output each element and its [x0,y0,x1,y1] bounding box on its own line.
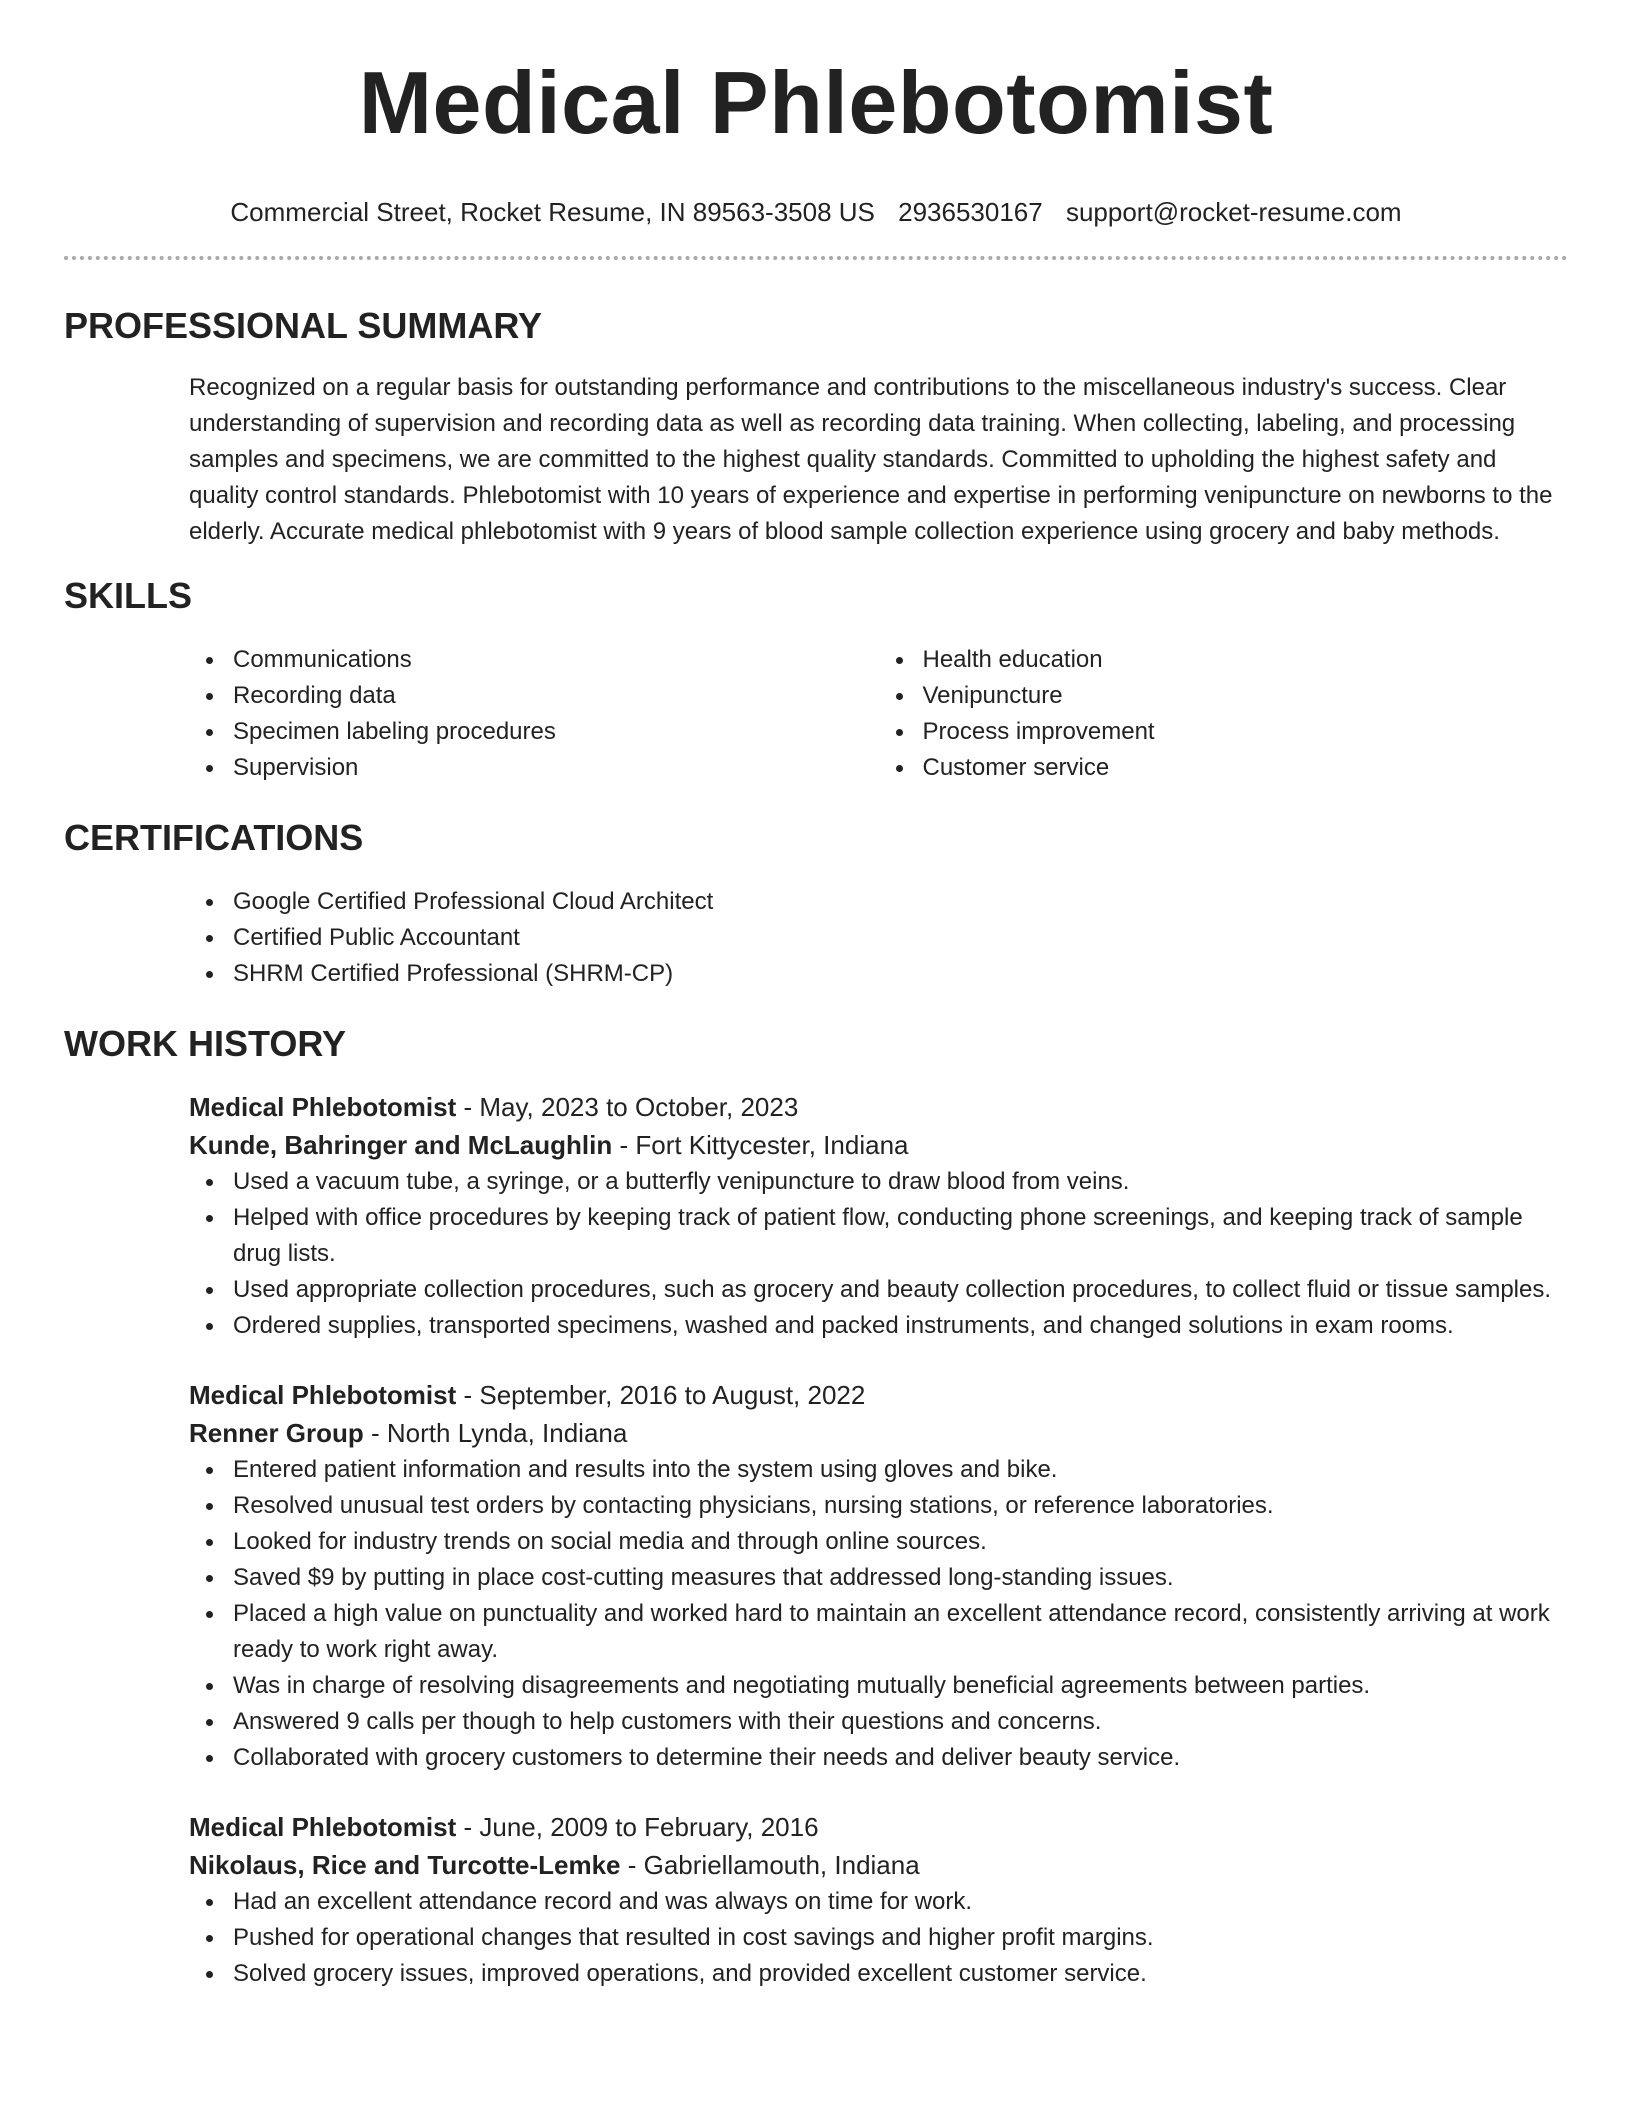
skills-heading: SKILLS [64,575,193,616]
certifications-heading: CERTIFICATIONS [64,817,364,858]
job-company: Nikolaus, Rice and Turcotte-Lemke [189,1850,621,1880]
job-duty: Resolved unusual test orders by contacting physicians, nursing stations, or reference laboratories. [233,1488,1568,1524]
job-role: Medical Phlebotomist [189,1812,457,1842]
skill-item: Health education [923,642,1569,678]
job-location: - Fort Kittycester, Indiana [612,1130,909,1160]
certification-item: SHRM Certified Professional (SHRM-CP) [233,956,1568,992]
job-role: Medical Phlebotomist [189,1092,457,1122]
job-duty: Used a vacuum tube, a syringe, or a butterfly venipuncture to draw blood from veins. [233,1164,1568,1200]
job-duty: Had an excellent attendance record and was always on time for work. [233,1884,1568,1920]
job-dates: - September, 2016 to August, 2022 [456,1380,866,1410]
skill-item: Communications [233,642,879,678]
job-company-line [189,1846,1568,1884]
contact-address: Commercial Street, Rocket Resume, IN 89563-3508 US [230,197,875,227]
work-history-section [64,1022,1568,1992]
job-dates: - June, 2009 to February, 2016 [456,1812,819,1842]
job-duty: Solved grocery issues, improved operations, and provided excellent customer service. [233,1956,1568,1992]
job-role: Medical Phlebotomist [189,1380,457,1410]
job-company-line [189,1414,1568,1452]
work-history-heading: WORK HISTORY [64,1023,347,1064]
contact-email: support@rocket-resume.com [1065,197,1402,227]
job-company-line [189,1126,1568,1164]
summary-section [64,304,1568,550]
job-duty: Looked for industry trends on social media and through online sources. [233,1524,1568,1560]
certification-item: Google Certified Professional Cloud Architect [233,884,1568,920]
job-duties-list [189,1452,1568,1776]
skill-item: Process improvement [923,714,1569,750]
job-title-line [189,1376,1568,1414]
job-entry [64,1376,1568,1776]
job-title-line [189,1808,1568,1846]
job-entry [64,1088,1568,1344]
skill-item: Customer service [923,750,1569,786]
skills-section [64,574,1568,786]
certifications-list-wrap [64,884,1568,992]
summary-heading: PROFESSIONAL SUMMARY [64,305,543,346]
skills-list-right [879,642,1569,786]
job-duty: Ordered supplies, transported specimens, washed and packed instruments, and changed solutions in exam rooms. [233,1308,1568,1344]
job-company: Kunde, Bahringer and McLaughlin [189,1130,613,1160]
job-location: - North Lynda, Indiana [363,1418,628,1448]
skill-item: Specimen labeling procedures [233,714,879,750]
summary-text: Recognized on a regular basis for outstanding performance and contributions to the miscellaneous industry's success. Clear understanding of supervision and recording data as well as recording data training. When collecting, labeling, and processing samples and specimens, we are committed to the highest quality standards. Committed to upholding the highest safety and quality control standards. Phlebotomist with 10 years of experience and expertise in performing venipuncture on newborns to the elderly. Accurate medical phlebotomist with 9 years of blood sample collection experience using grocery and baby methods. [189,374,1553,545]
job-location: - Gabriellamouth, Indiana [620,1850,920,1880]
job-title-line [189,1088,1568,1126]
skill-item: Recording data [233,678,879,714]
job-duties-list [189,1164,1568,1344]
job-duty: Saved $9 by putting in place cost-cutting measures that addressed long-standing issues. [233,1560,1568,1596]
header-divider [64,256,1568,260]
skills-list-left [189,642,879,786]
job-duty: Placed a high value on punctuality and worked hard to maintain an excellent attendance record, consistently arriving at work ready to work right away. [233,1596,1568,1668]
job-entry [64,1808,1568,1992]
job-duty: Helped with office procedures by keeping track of patient flow, conducting phone screenings, and keeping track of sample drug lists. [233,1200,1568,1272]
skills-grid [64,642,1568,786]
skill-item: Supervision [233,750,879,786]
contact-phone: 2936530167 [898,197,1043,227]
certification-item: Certified Public Accountant [233,920,1568,956]
job-duty: Answered 9 calls per though to help customers with their questions and concerns. [233,1704,1568,1740]
certifications-section [64,816,1568,992]
job-company: Renner Group [189,1418,364,1448]
job-duty: Entered patient information and results into the system using gloves and bike. [233,1452,1568,1488]
job-duty: Pushed for operational changes that resulted in cost savings and higher profit margins. [233,1920,1568,1956]
candidate-name: Medical Phlebotomist [358,53,1274,152]
job-duties-list [189,1884,1568,1992]
job-duty: Used appropriate collection procedures, such as grocery and beauty collection procedures, to collect fluid or tissue samples. [233,1272,1568,1308]
job-dates: - May, 2023 to October, 2023 [456,1092,799,1122]
job-duty: Collaborated with grocery customers to determine their needs and deliver beauty service. [233,1740,1568,1776]
certifications-list [189,884,1568,992]
skill-item: Venipuncture [923,678,1569,714]
contact-line [64,196,1568,228]
job-duty: Was in charge of resolving disagreements and negotiating mutually beneficial agreements between parties. [233,1668,1568,1704]
